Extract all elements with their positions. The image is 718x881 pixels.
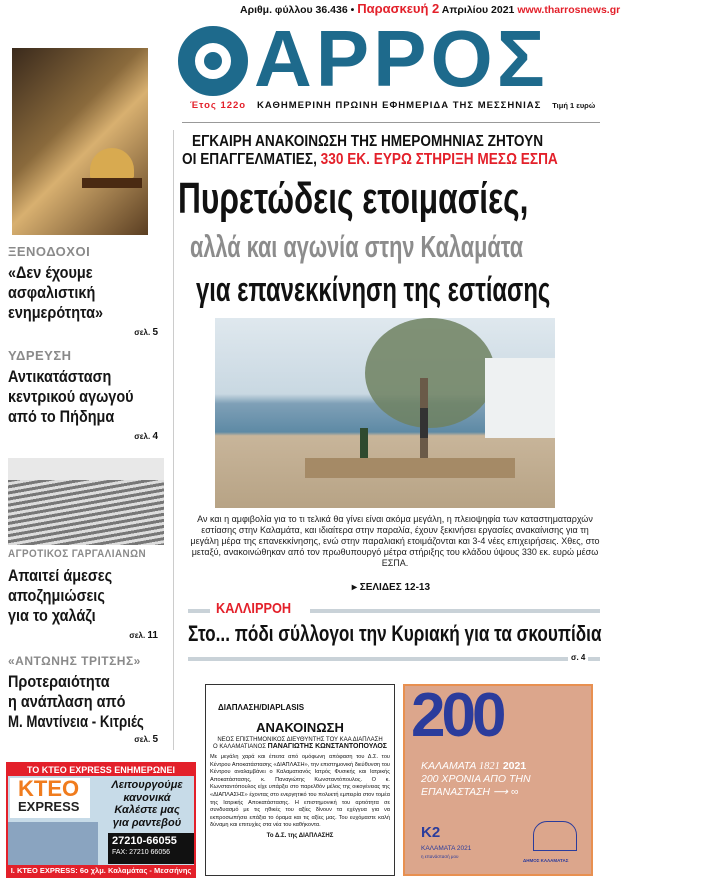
text — [8, 566, 168, 586]
text — [8, 672, 168, 692]
text: η ανάπλαση από — [8, 692, 126, 711]
ad-200-big: 200 — [411, 681, 503, 750]
kteo-ad[interactable] — [6, 762, 196, 878]
text — [8, 692, 168, 712]
text — [8, 367, 168, 387]
text: ΕΠΑΝΑΣΤΑΣΗ ⟶ ∞ — [421, 786, 519, 798]
text: Αντικατάσταση — [8, 367, 112, 386]
text: σελ. — [129, 631, 146, 640]
text: 27210-66055 — [112, 835, 177, 847]
text: Απαιτεί άμεσες — [8, 566, 113, 585]
text: «ΑΝΤΩΝΗΣ ΤΡΙΤΣΗΣ» — [8, 654, 141, 668]
year: Έτος 122ο — [190, 100, 247, 111]
ad-200-logo-text: ΚΑΛΑΜΑΤΑ 2021 — [421, 845, 472, 852]
lead-caption: Αν και η αμφιβολία για το τι τελικά θα γίνει είναι ακόμα μεγάλη, η πλειοψηφία των καταστηματαρχών εστίασης στην Καλαμάτα, και ιδιαίτερα στην παραλία, έχουν ξεκινήσει εργασίες ανακαίνισης για τη μεγάλη μέρα της επανεκκίνησης, ενώ στην παραλιακή ετοιμάζονται και 3-4 νέες επιχειρήσεις. Χθες, στο μεταξύ, ανακοινώθηκαν από τον πρωθυπουργό μέτρα στήριξης του κλάδου ύψους 330 εκ. ευρώ μέσω ΕΣΠΑ. — [190, 514, 600, 568]
text: 11 — [147, 630, 158, 641]
date-day: Παρασκευή 2 — [357, 1, 440, 16]
text — [8, 407, 168, 427]
text — [360, 428, 368, 458]
diaplasis-logo: ΔΙΑΠΛΑΣΗ/DIAPLASIS — [218, 703, 305, 712]
kteo-building — [8, 822, 98, 865]
text: Πυρετώδεις ετοιμασίες, — [178, 174, 529, 223]
ad-200-municipality: ΔΗΜΟΣ ΚΑΛΑΜΑΤΑΣ — [523, 858, 569, 863]
text: σελ. — [134, 735, 151, 744]
sidebar-story-1[interactable] — [8, 244, 168, 339]
text: Μ. Μαντίνεια - Κιτριές — [8, 712, 144, 731]
lead-page-ref[interactable]: ▸ ΣΕΛΙΔΕΣ 12-13 — [351, 582, 431, 593]
text: FAX: 27210 66056 — [112, 849, 170, 856]
text — [8, 458, 164, 480]
text — [8, 387, 168, 407]
lead-headline-1[interactable] — [178, 174, 600, 224]
text: ΟΙ ΕΠΑΓΓΕΛΜΑΤΙΕΣ, — [182, 151, 317, 168]
diaplasis-sub2 — [210, 743, 390, 750]
kteo-contact — [108, 833, 194, 864]
text — [8, 630, 158, 642]
column-divider — [173, 130, 174, 750]
sidebar-story-3[interactable] — [8, 547, 168, 642]
text: ενημερότητα» — [8, 303, 104, 322]
kteo-message — [100, 779, 194, 829]
text — [420, 408, 428, 438]
text — [82, 178, 142, 188]
diaplasis-body: Με μεγάλη χαρά και έπειτα από ομόφωνη απόφαση του Δ.Σ. του Κέντρου Αποκατάστασης «ΔΙΑΠΛΑΣΗ», την επιστημονική διεύθυνση του Κέντρου αναλαμβάνει ο Καλαματιανός Ιατρός Φυσικής και Ιατρικής Αποκατάστασης, κ. Παναγιώτης Κωνσταντόπουλος. Ο κ. Κωνσταντόπουλος είχε υπάρξει στο παρελθόν μέλος της οικογένειας της «ΔΙΑΠΛΑΣΗΣ» έχοντας στο ενεργητικό του πολυετή εμπειρία στον τομέα της Ιατρικής Αποκατάστασης. Η επιστημονική του αρτιότητα σε συνδυασμό με τις ηθικές του αξίες δίνουν τα εχέγγυα για να εκπροσωπήσει επάξια το όραμα και τις αξίες μας. Του ευχόμαστε καλή δύναμη και επιτυχίες στα νέα του καθήκοντα. — [210, 754, 390, 829]
text — [485, 358, 555, 438]
text: σελ. — [134, 328, 151, 337]
text: για ραντεβού — [112, 816, 182, 829]
rule-bottom — [188, 657, 600, 661]
text: ΠΑΝΑΓΙΩΤΗΣ ΚΩΝΣΤΑΝΤΟΠΟΥΛΟΣ — [267, 743, 387, 750]
kteo-logo — [10, 778, 90, 818]
k21-logo-icon: K2 — [421, 824, 441, 841]
lead-headline-3[interactable] — [182, 270, 600, 310]
diaplasis-sub1: ΝΕΟΣ ΕΠΙΣΤΗΜΟΝΙΚΟΣ ΔΙΕΥΘΥΝΤΗΣ ΤΟΥ ΚΑΑ ΔΙΑΠΛΑΣΗ — [217, 737, 383, 743]
theta-logo-icon — [178, 26, 248, 96]
text: ΥΔΡΕΥΣΗ — [8, 348, 72, 363]
text — [8, 303, 168, 323]
text: ασφαλιστική — [8, 283, 96, 302]
kteo-banner: ΤΟ ΚΤΕΟ EXPRESS ΕΝΗΜΕΡΩΝΕΙ — [8, 764, 194, 776]
text — [8, 547, 168, 562]
second-headline[interactable] — [188, 621, 718, 647]
text — [365, 318, 495, 428]
text: για επανεκκίνηση της εστίασης — [196, 271, 551, 309]
text: ΕΓΚΑΙΡΗ ΑΝΑΚΟΙΝΩΣΗ ΤΗΣ ΗΜΕΡΟΜΗΝΙΑΣ ΖΗΤΟΥΝ — [191, 133, 543, 150]
field-photo — [8, 458, 164, 545]
text: ΚΑΛΛΙΡΡΟΗ — [216, 600, 292, 617]
text: σελ. — [134, 432, 151, 441]
date-rest: Απριλίου 2021 — [441, 4, 515, 16]
text — [8, 263, 168, 283]
text: ΚΑΛΑΜΑΤΑ — [421, 760, 476, 772]
second-page-ref: σ. 4 — [568, 653, 588, 663]
kteo-footer: Ι. ΚΤΕΟ EXPRESS: 6ο χλμ. Καλαμάτας - Μεσσήνης — [8, 865, 194, 876]
text: από το Πήδημα — [8, 407, 115, 426]
diaplasis-title: ΑΝΑΚΟΙΝΩΣΗ — [256, 720, 344, 735]
text — [421, 760, 531, 773]
lead-headline-2[interactable] — [182, 229, 600, 265]
text: 5 — [152, 327, 158, 338]
hotel-bell-photo — [12, 48, 148, 235]
website-link[interactable]: www.tharrosnews.gr — [517, 4, 621, 16]
lead-kicker-1 — [182, 133, 600, 151]
text — [8, 672, 168, 732]
text: κανονικά — [123, 791, 171, 804]
text: ΞΕΝΟΔΟΧΟΙ — [8, 244, 91, 259]
text — [8, 263, 168, 323]
text — [8, 327, 158, 339]
text — [8, 712, 168, 732]
text: 4 — [152, 431, 158, 442]
text — [8, 367, 168, 427]
text — [305, 458, 515, 478]
text: 1821 — [478, 761, 500, 772]
text: Ο ΚΑΛΑΜΑΤΙΑΝΟΣ — [213, 744, 266, 750]
text: αλλά και αγωνία στην Καλαμάτα — [190, 229, 524, 264]
text: «Δεν έχουμε — [8, 263, 93, 282]
masthead-logo — [178, 14, 600, 103]
price: Τιμή 1 ευρώ — [552, 101, 596, 110]
sidebar-story-4[interactable] — [8, 654, 168, 746]
text — [8, 566, 168, 626]
ad-200-text — [421, 760, 531, 799]
text: EXPRESS — [18, 799, 80, 814]
diaplasis-sign: Το Δ.Σ. της ΔΙΑΠΛΑΣΗΣ — [266, 832, 334, 839]
lead-photo — [215, 318, 555, 508]
church-icon — [533, 821, 577, 851]
text: για το χαλάζι — [8, 606, 96, 625]
text: ΑΓΡΟΤΙΚΟΣ ΓΑΡΓΑΛΙΑΝΩΝ — [8, 548, 147, 560]
tagline-row — [190, 100, 595, 111]
text — [8, 283, 168, 303]
text: 200 ΧΡΟΝΙΑ ΑΠΟ ΤΗΝ — [421, 773, 531, 785]
lead-kicker-2 — [182, 151, 600, 169]
text — [90, 148, 134, 178]
text: 2021 — [502, 760, 527, 772]
logo-text: ΑΡΡΟΣ — [254, 14, 549, 103]
text — [182, 151, 558, 169]
sidebar-story-2[interactable] — [8, 348, 168, 443]
text: Προτεραιότητα — [8, 672, 110, 691]
kalamata-200-ad[interactable] — [403, 681, 593, 876]
text: αποζημιώσεις — [8, 586, 105, 605]
text — [8, 734, 158, 746]
second-kicker — [210, 600, 310, 617]
text: κεντρικού αγωγού — [8, 387, 134, 406]
text: Καλέστε μας — [114, 804, 180, 816]
issue-number: Αριθμ. φύλλου 36.436 • — [240, 4, 355, 16]
tagline: ΚΑΘΗΜΕΡΙΝΗ ΠΡΩΙΝΗ ΕΦΗΜΕΡΙΔΑ ΤΗΣ ΜΕΣΣΗΝΙΑΣ — [257, 100, 542, 111]
text: Λειτουργούμε — [111, 779, 183, 791]
text — [8, 586, 168, 606]
text — [8, 431, 158, 443]
text: ΚΤΕΟ — [18, 776, 80, 801]
text: Στο... πόδι σύλλογοι την Κυριακή για τα σκουπίδια — [188, 621, 602, 646]
ad-200-logo-sub: η επανάστασή μου — [421, 854, 459, 859]
text — [8, 606, 168, 626]
divider — [182, 122, 600, 123]
text: 330 ΕΚ. ΕΥΡΩ ΣΤΗΡΙΞΗ ΜΕΣΩ ΕΣΠΑ — [320, 151, 558, 168]
diaplasis-ad[interactable] — [205, 684, 395, 876]
text: 5 — [152, 734, 158, 745]
